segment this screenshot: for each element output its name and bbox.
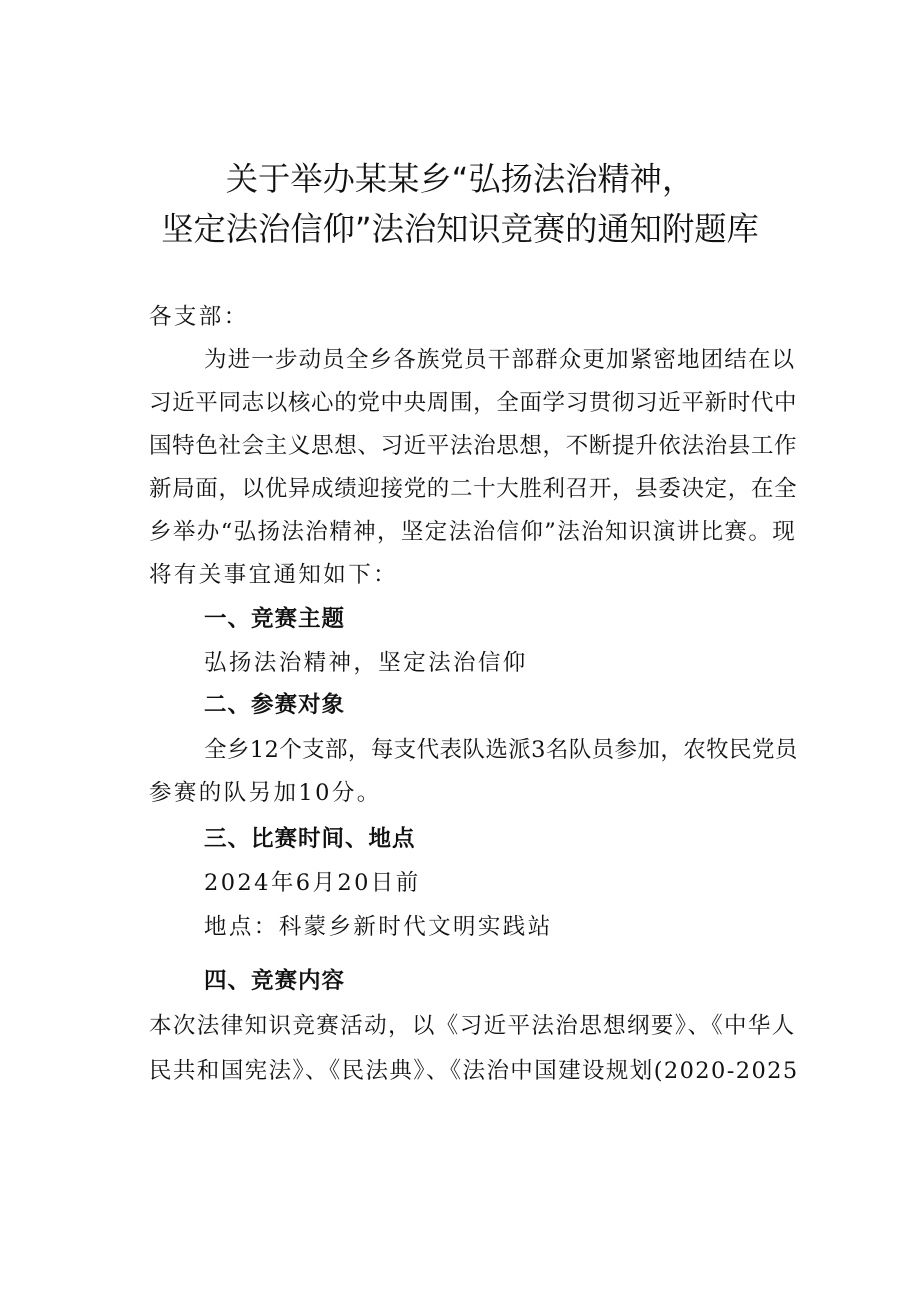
intro-line-2: 习近平同志以核心的党中央周围，全面学习贯彻习近平新时代中 — [149, 390, 798, 416]
intro-line-4: 新局面，以优异成绩迎接党的二十大胜利召开，县委决定，在全 — [149, 476, 798, 502]
section-1-body: 弘扬法治精神，坚定法治信仰 — [204, 650, 528, 676]
intro-line-3: 国特色社会主义思想、习近平法治思想，不断提升依法治县工作 — [149, 433, 798, 459]
section-4-body-line-1: 本次法律知识竞赛活动，以《习近平法治思想纲要》、《中华人 — [149, 1013, 796, 1039]
document-title-line-2: 坚定法治信仰”法治知识竞赛的通知附题库 — [161, 210, 759, 248]
intro-line-5: 乡举办“弘扬法治精神，坚定法治信仰”法治知识演讲比赛。现 — [149, 519, 797, 545]
section-1-heading: 一、竞赛主题 — [204, 606, 346, 632]
intro-line-6: 将有关事宜通知如下： — [149, 562, 399, 588]
section-4-body-line-2: 民共和国宪法》、《民法典》、《法治中国建设规划(2020-2025 — [149, 1058, 799, 1084]
document-title-line-1: 关于举办某某乡“弘扬法治精神， — [225, 160, 695, 198]
section-3-time: 2024年6月20日前 — [204, 870, 421, 896]
section-3-place: 地点：科蒙乡新时代文明实践站 — [204, 914, 553, 940]
section-3-heading: 三、比赛时间、地点 — [204, 826, 416, 852]
section-2-body-line-1: 全乡12个支部，每支代表队选派3名队员参加，农牧民党员 — [204, 737, 798, 763]
section-2-body-line-2: 参赛的队另加10分。 — [149, 780, 382, 806]
salutation: 各支部： — [149, 304, 249, 330]
section-4-heading: 四、竞赛内容 — [204, 968, 346, 994]
intro-line-1: 为进一步动员全乡各族党员干部群众更加紧密地团结在以 — [204, 347, 796, 373]
section-2-heading: 二、参赛对象 — [204, 692, 346, 718]
